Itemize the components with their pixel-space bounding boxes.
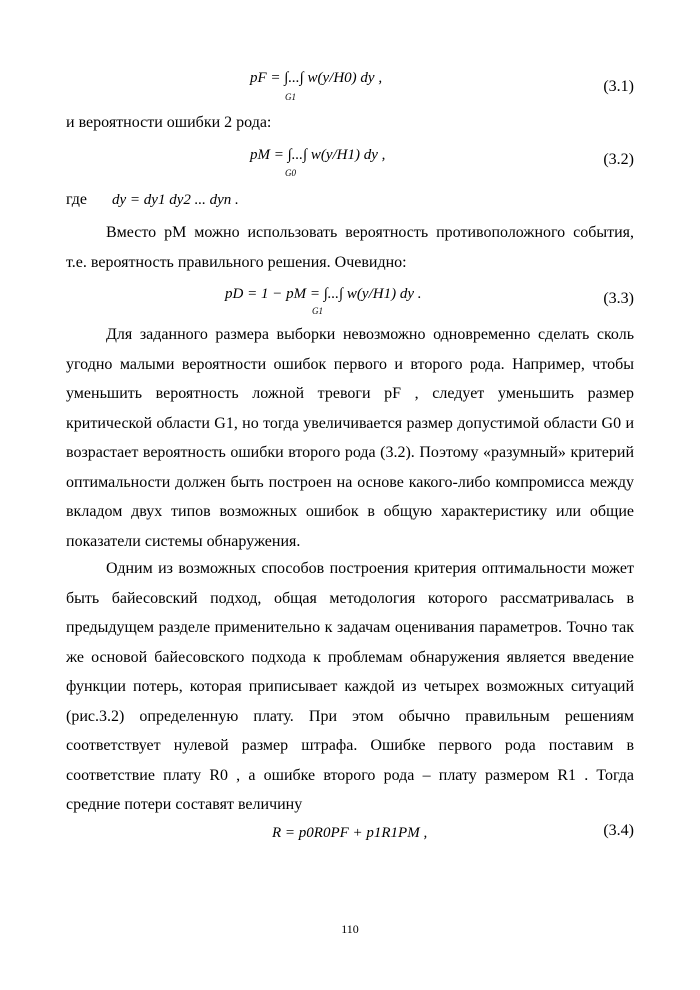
paragraph: Одним из возможных способов построения критерия оптимальности может быть байесовский подход, общая методология которого рассматривалась в предыдущем разделе применительно к задачам оценивания параметров. Точно так же основой байесовского подхода к проблемам обнаружения является введение функции потерь, которая приписывает каждой из четырех возможных ситуаций (рис.3.2) определенную плату. При этом обычно правильным решениям соответствует нулевой размер штрафа. Ошибке первого рода поставим в соответствие плату R0 , а ошибке второго рода – плату размером R1 . Тогда средние потери составят величину [66,560,634,813]
paragraph: Для заданного размера выборки невозможно одновременно сделать сколь угодно малыми вероятности ошибок первого и второго рода. Например, чтобы уменьшить вероятность ложной тревоги pF , следует уменьшить размер критической области G1, но тогда увеличивается размер допустимой области G0 и возрастает вероятность ошибки второго рода (3.2). Поэтому «разумный» критерий оптимальности должен быть построен на основе какого-либо компромисса между вкладом двух типов возможных ошибок в общую характеристику или общие показатели системы обнаружения. [66,326,634,550]
where-formula: dy = dy1 dy2 ... dyn . [112,192,239,208]
integral-lower-limit: G1 [285,92,296,102]
equation-formula: R = p0R0PF + p1R1PM , [272,825,428,841]
equation-intro-text: и вероятности ошибки 2 рода: [66,114,272,131]
equation-number: (3.2) [603,151,634,168]
equation-formula: pM = ∫...∫ w(y/H1) dy , [250,147,386,163]
equation-number: (3.1) [603,78,634,95]
equation-3-2 [250,145,385,165]
equation-formula: pF = ∫...∫ w(y/H0) dy , [250,70,383,86]
paragraph: Вместо pM можно использовать вероятность противоположного события, т.е. вероятность правильного решения. Очевидно: [66,224,634,271]
integral-lower-limit: G1 [312,306,323,316]
where-label: где [66,191,88,208]
equation-3-1 [250,68,382,88]
page-number: 110 [341,922,359,936]
equation-formula: pD = 1 − pM = ∫...∫ w(y/H1) dy . [225,286,422,302]
equation-number: (3.3) [603,290,634,307]
integral-lower-limit: G0 [285,168,296,178]
equation-3-4 [272,823,427,843]
equation-number: (3.4) [603,822,634,839]
equation-3-3 [225,284,421,304]
